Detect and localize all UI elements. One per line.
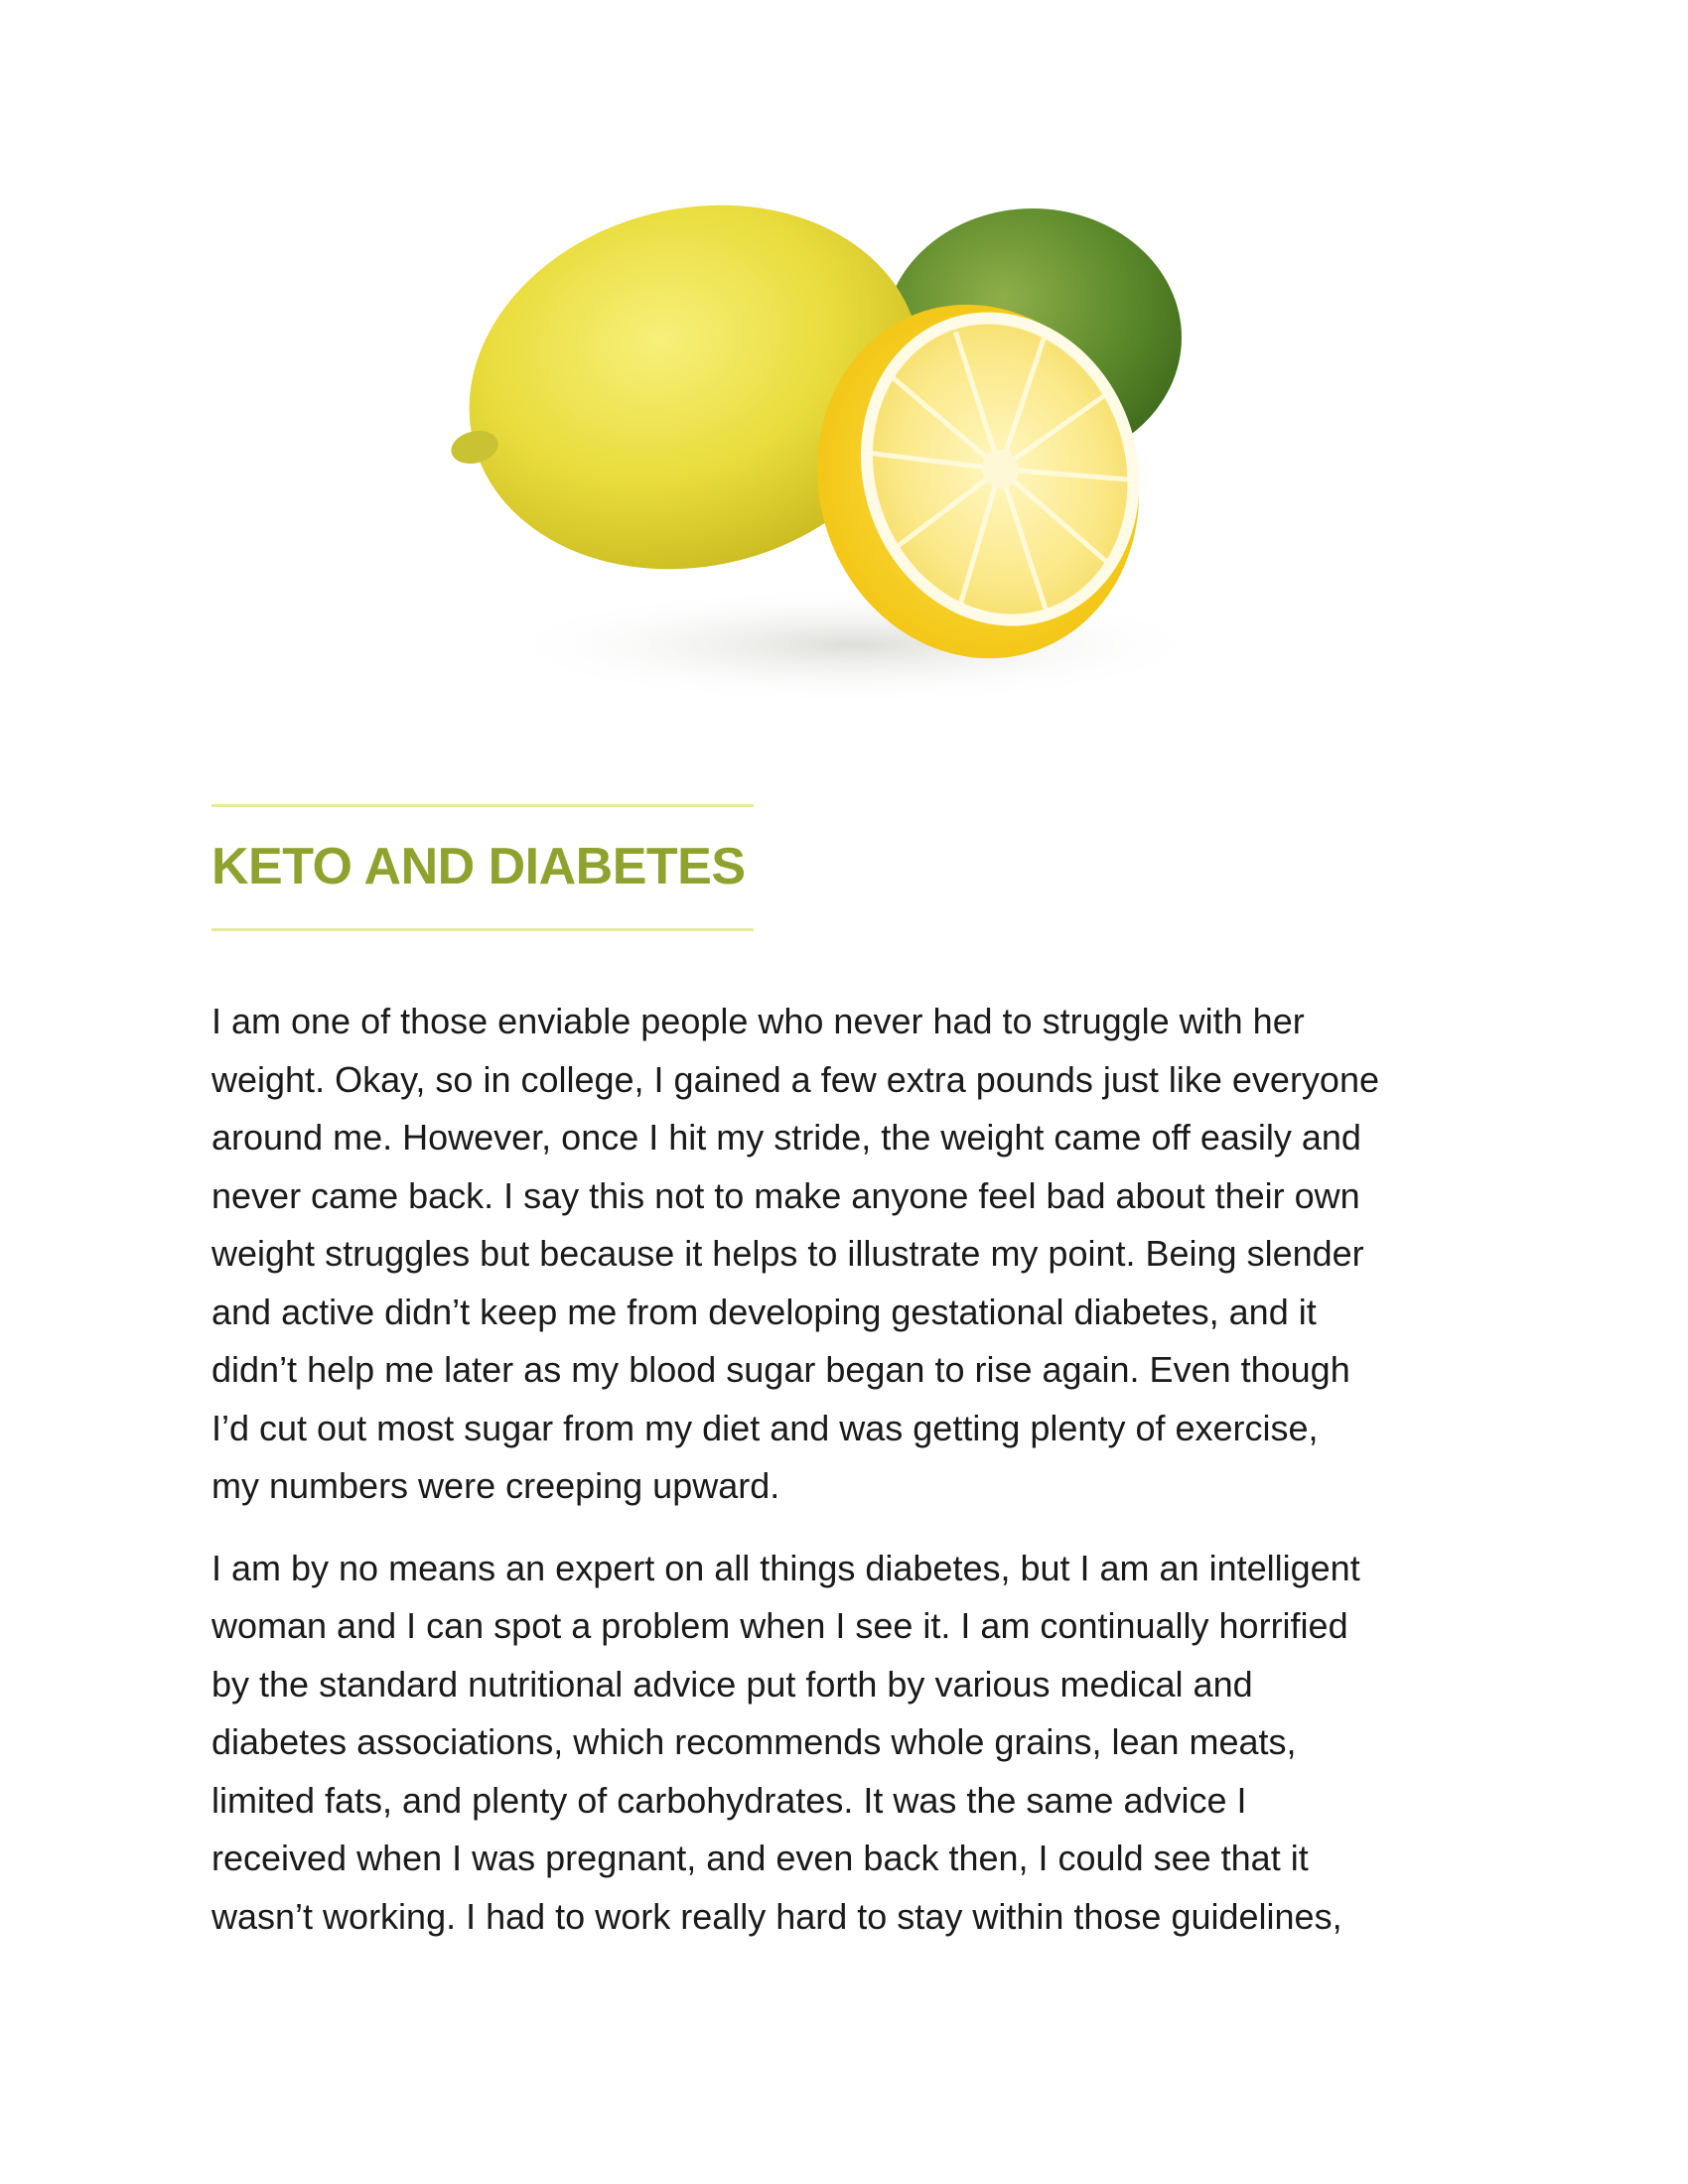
paragraph-2: I am by no means an expert on all things diabetes, but I am an intelligent woman and I can spot a problem when I see it. I am continually horrified by the standard nutritional advice put forth by various medical and diabetes associations, which recommends whole grains, lean meats, limited fats, and plenty of carbohydrates. It was the same advice I received when I was pregnant, and even back then, I could see that it wasn’t working. I had to work really hard to stay within those guidelines, bbox=[211, 1547, 1360, 1937]
lemons-and-lime-icon bbox=[427, 179, 1241, 715]
paragraph-1: I am one of those enviable people who never had to struggle with her weight. Okay, so in college, I gained a few extra pounds just like everyone around me. However, once I hit my stride, the weight came off easily and never came back. I say this not to make anyone feel bad about their own weight struggles but because it helps to illustrate my point. Being slender and active didn’t keep me from developing gestational diabetes, and it didn’t help me later as my blood sugar began to rise again. Even though I’d cut out most sugar from my diet and was getting plenty of exercise, my numbers were creeping upward. bbox=[211, 1001, 1379, 1506]
bottom-rule bbox=[211, 928, 754, 931]
section-title: KETO AND DIABETES bbox=[211, 838, 746, 895]
lemons-lime-image bbox=[427, 179, 1241, 715]
section-heading-block bbox=[211, 804, 754, 931]
article-body bbox=[211, 993, 1502, 1970]
